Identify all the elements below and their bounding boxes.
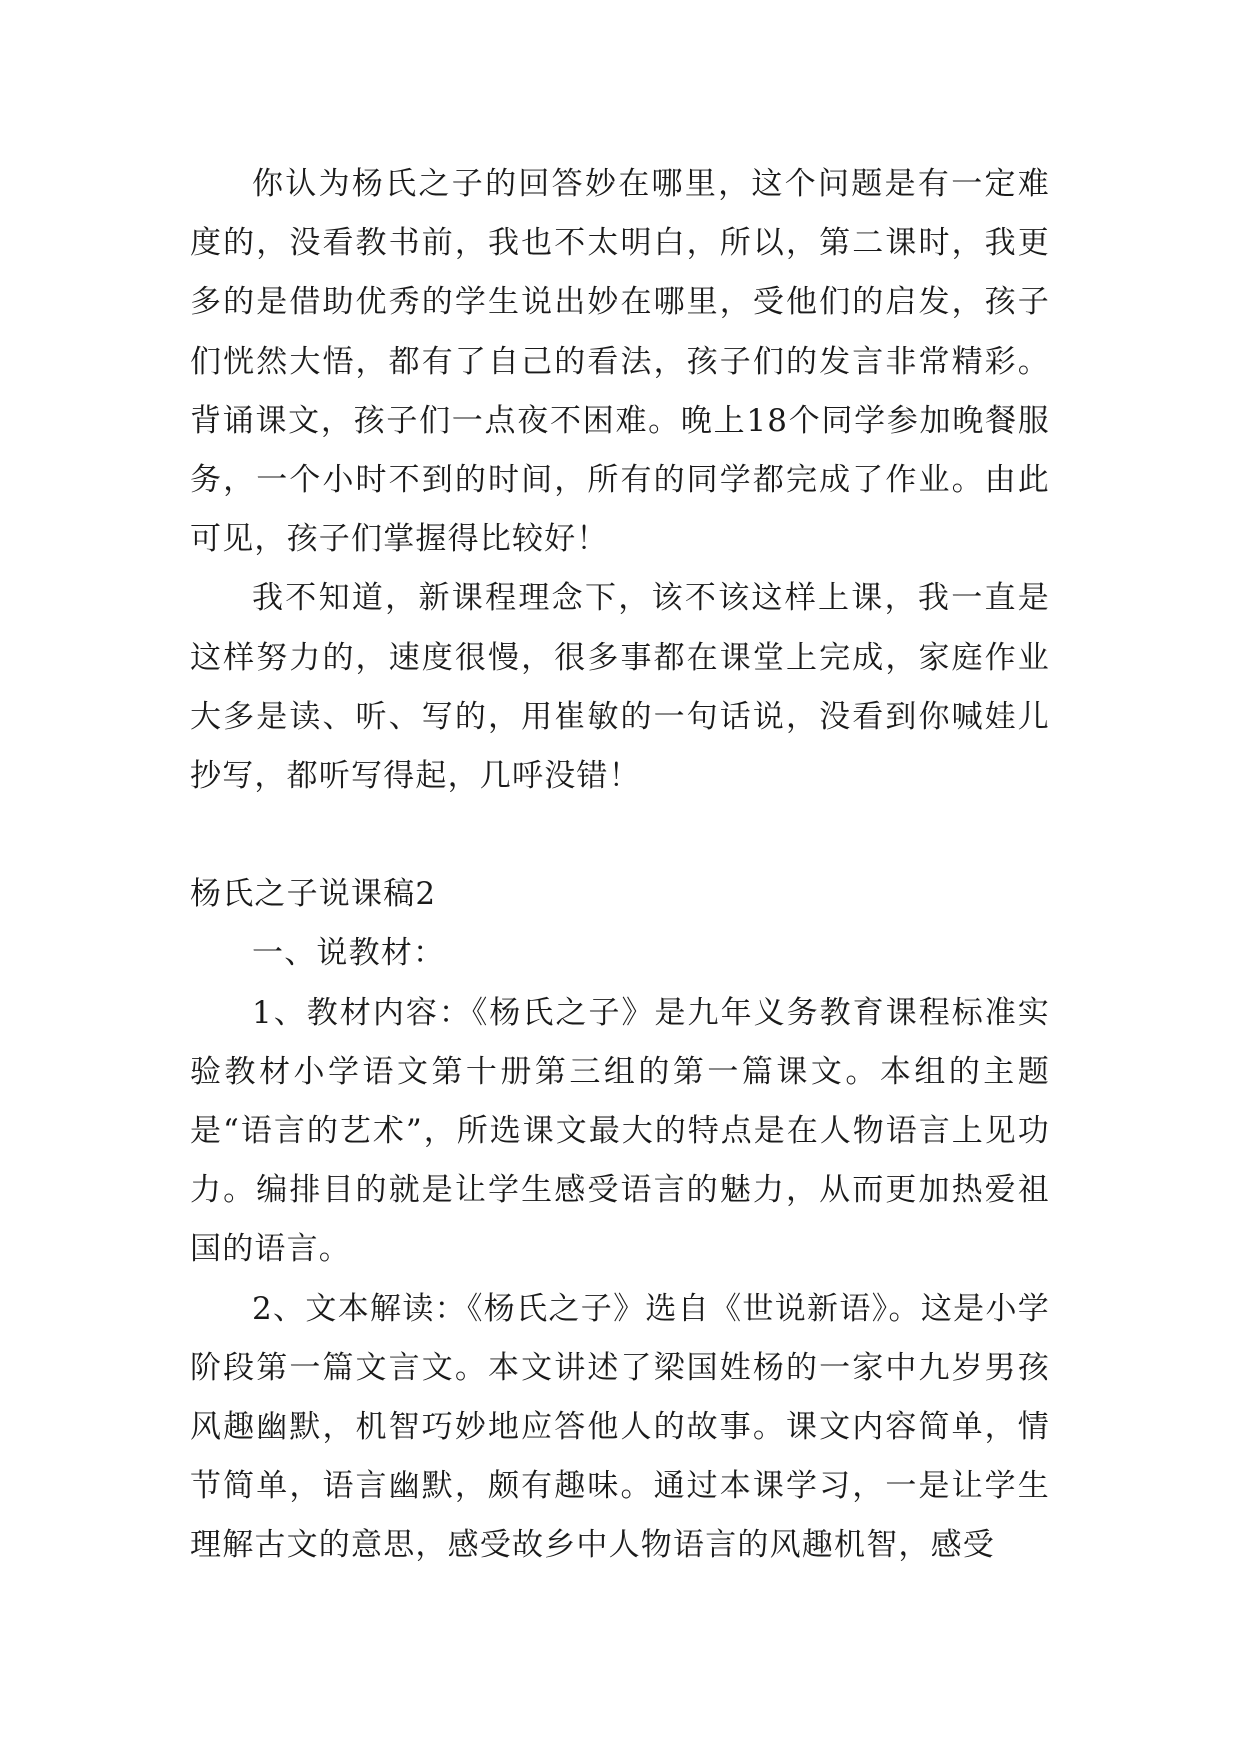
paragraph: 你认为杨氏之子的回答妙在哪里，这个问题是有一定难度的，没看教书前，我也不太明白，所以，第二课时，我更多的是借助优秀的学生说出妙在哪里，受他们的启发，孩子们恍然大悟，都有了自己的看法，孩子们的发言非常精彩。背诵课文，孩子们一点夜不困难。晚上18个同学参加晚餐服务，一个小时不到的时间，所有的同学都完成了作业。由此可见，孩子们掌握得比较好！: [190, 166, 1050, 558]
paragraph: 1、教材内容：《杨氏之子》是九年义务教育课程标准实验教材小学语文第十册第三组的第一篇课文。本组的主题是“语言的艺术”，所选课文最大的特点是在人物语言上见功力。编排目的就是让学生感受语言的魅力，从而更加热爱祖国的语言。: [190, 994, 1050, 1268]
paragraph: 一、说教材：: [252, 935, 446, 972]
document-body: [190, 155, 1050, 1576]
paragraph: 我不知道，新课程理念下，该不该这样上课，我一直是这样努力的，速度很慢，很多事都在课堂上完成，家庭作业大多是读、听、写的，用崔敏的一句话说，没看到你喊娃儿抄写，都听写得起，几呼没错！: [190, 580, 1050, 795]
paragraph: 2、文本解读：《杨氏之子》选自《世说新语》。这是小学阶段第一篇文言文。本文讲述了梁国姓杨的一家中九岁男孩风趣幽默，机智巧妙地应答他人的故事。课文内容简单，情节简单，语言幽默，颇有趣味。通过本课学习，一是让学生理解古文的意思，感受故乡中人物语言的风趣机智，感受: [190, 1290, 1050, 1564]
paragraph-gap: [190, 806, 1050, 865]
section-heading: 杨氏之子说课稿2: [190, 876, 437, 913]
